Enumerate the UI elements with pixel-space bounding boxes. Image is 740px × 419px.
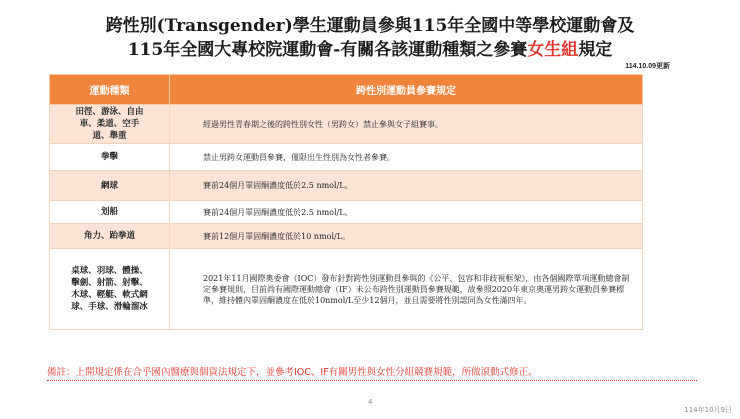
- rule-cell: 賽前24個月睪固酮濃度低於2.5 nmol/L。: [170, 171, 643, 201]
- sport-cell: 角力、跆拳道: [50, 224, 170, 249]
- sport-cell: [50, 249, 170, 330]
- footnote-remark: 備註：上開規定係在合乎國內醫療與個資法規定下，並參考IOC、IF有關男性與女性分組競賽規範，所做滾動式修正。: [47, 364, 697, 381]
- rule-cell: 禁止男跨女運動員參賽，僅限出生性別為女性者參賽。: [170, 144, 643, 171]
- rule-cell: 2021年11月國際奧委會（IOC）發布針對跨性別運動員參與的《公平、包容和非歧視框架》，由各個國際單項運動總會制定參賽規則，目前尚有國際運動總會（IF）未公布跨性別運動員參賽規範，故參照2020年東京奧運男跨女運動員參賽標準，維持體內睪固酮濃度在低於10nmol/L至少12個月，並且需要將性別認同為女性滿四年。: [170, 249, 643, 330]
- rule-cell: 賽前24個月睪固酮濃度低於2.5 nmol/L。: [170, 201, 643, 224]
- updated-date: 114.10.09更新: [625, 63, 670, 70]
- rule-cell: 經過男性青春期之後的跨性別女性（男跨女）禁止參與女子組賽事。: [170, 105, 643, 144]
- rule-cell: 賽前12個月睪固酮濃度低於10 nmol/L。: [170, 224, 643, 249]
- page-number: 4: [368, 398, 373, 406]
- table-row: [50, 249, 643, 330]
- page-title: [0, 14, 740, 62]
- table-row: [50, 171, 643, 201]
- title-line-2-suffix: 規定: [578, 40, 613, 60]
- table-header-row: [50, 75, 643, 105]
- table-row: [50, 201, 643, 224]
- title-line-1: 跨性別(Transgender)學生運動員參與115年全國中等學校運動會及: [105, 16, 635, 36]
- sport-label: 田徑、游泳、自由車、柔道、空手道、舉重: [75, 107, 144, 141]
- sport-label: 桌球、羽球、體操、擊劍、射箭、射擊、木球、輕艇、軟式網球、手球、滑輪溜冰: [71, 266, 148, 312]
- rules-table: [49, 74, 643, 330]
- footer-date: 114年10月9日: [684, 406, 732, 414]
- sport-cell: 網球: [50, 171, 170, 201]
- sport-cell: 拳擊: [50, 144, 170, 171]
- table-row: [50, 224, 643, 249]
- title-line-2: [0, 38, 740, 62]
- sport-cell: 划船: [50, 201, 170, 224]
- title-highlight-female-group: 女生組: [527, 40, 579, 60]
- table-row: [50, 144, 643, 171]
- title-line-2-prefix: 115年全國大專校院運動會-有關各該運動種類之參賽: [127, 40, 528, 60]
- table-row: [50, 105, 643, 144]
- sport-cell: [50, 105, 170, 144]
- header-sport-type: 運動種類: [50, 75, 170, 105]
- header-transgender-rule: 跨性別運動員參賽規定: [170, 75, 643, 105]
